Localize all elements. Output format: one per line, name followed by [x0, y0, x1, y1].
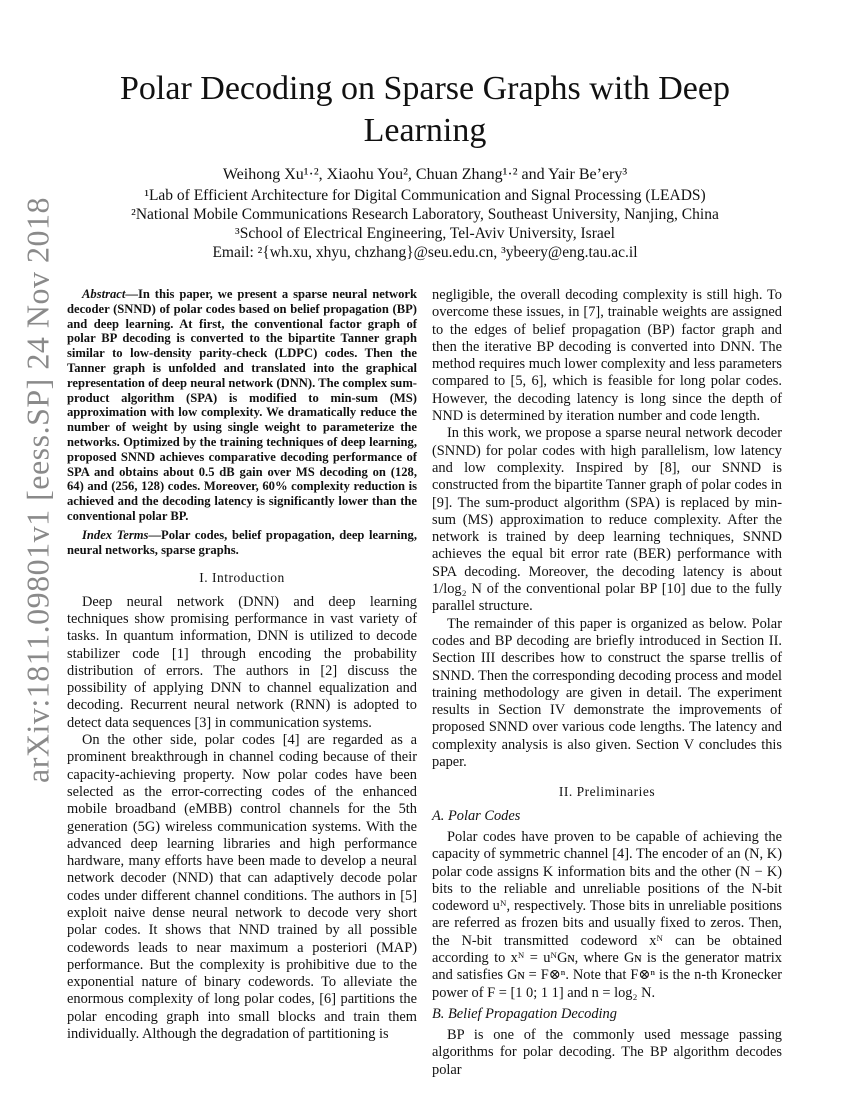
- paragraph-intro-2-continued: negligible, the overall decoding complexity is still high. To overcome these issues, in [7], trainable weights are assigned to the edges of belief propagation (BP) factor graph and then the iterative BP decoding is converted into DNN. The method requires much lower complexity and less parameters compared to [5, 6], which is feasible for long polar codes. However, the decoding latency is long since the depth of NND is determined by iteration number and code length.: [432, 287, 782, 425]
- affiliation-3: ³School of Electrical Engineering, Tel-Aviv University, Israel: [235, 225, 615, 242]
- author-email: Email: ²{wh.xu, xhyu, chzhang}@seu.edu.cn, ³ybeery@eng.tau.ac.il: [212, 244, 638, 261]
- arxiv-id: arXiv:1811.09801v1 [eess.SP] 24 Nov 2018: [19, 197, 56, 783]
- paper-title: Polar Decoding on Sparse Graphs with Deep Learning: [120, 70, 730, 149]
- abstract-label: Abstract: [82, 287, 126, 301]
- section-heading-introduction: I. Introduction: [199, 570, 285, 586]
- paragraph-intro-3: In this work, we propose a sparse neural network decoder (SNND) for polar codes with high parallelism, low latency and low complexity. Inspired by [8], our SNND is constructed from the bipartite Tanner graph of polar codes in [9]. The sum-product algorithm (SPA) is replaced by min-sum (MS) approximation to reduce complexity. After the network is trained by deep learning techniques, SNND achieves the equal bit error rate (BER) performance with SPA decoding. Moreover, the decoding latency is about 1/log₂ N of the conventional polar BP [10] due to the fully parallel structure.: [432, 425, 782, 615]
- paragraph-polar-codes: Polar codes have proven to be capable of achieving the capacity of symmetric channel [4]. The encoder of an (N, K) polar code assigns K information bits and the other (N − K) bits to the reliable and unreliable positions of the N-bit codeword uᴺ, respectively. Those bits in unreliable positions are referred as frozen bits and usually fixed to zeros. Then, the N-bit transmitted codeword xᴺ can be obtained according to xᴺ = uᴺGɴ, where Gɴ is the generator matrix and satisfies Gɴ = F⊗ⁿ. Note that F⊗ⁿ is the n-th Kronecker power of F = [1 0; 1 1] and n = log₂ N.: [432, 828, 782, 1001]
- paragraph-bp-decoding: BP is one of the commonly used message passing algorithms for polar decoding. The BP algorithm decodes polar: [432, 1027, 782, 1078]
- author-names: Weihong Xu¹·², Xiaohu You², Chuan Zhang¹·² and Yair Be’ery³: [222, 166, 628, 183]
- subsection-heading-polar-codes: A. Polar Codes: [432, 807, 521, 824]
- index-terms-text: —Polar codes, belief propagation, deep learning, neural networks, sparse graphs.: [67, 527, 417, 557]
- section-heading-preliminaries: II. Preliminaries: [558, 784, 656, 800]
- abstract-text: —In this paper, we present a sparse neural network decoder (SNND) of polar codes based on belief propagation (BP) and deep learning. At first, the conventional factor graph of polar BP decoding is converted to the bipartite Tanner graph similar to low-density parity-check (LDPC) codes. Then the Tanner graph is unfolded and translated into the graphical representation of deep neural network (DNN). The complex sum-product algorithm (SPA) is modified to min-sum (MS) approximation with low complexity. We dramatically reduce the number of weight by using single weight to parameterize the networks. Optimized by the training techniques of deep learning, proposed SNND achieves comparative decoding performance of SPA and obtains about 0.5 dB gain over MS decoding on (128, 64) and (256, 128) codes. Moreover, 60% complexity reduction is achieved and the decoding latency is significantly lower than the conventional polar BP.: [67, 287, 417, 523]
- author-block: [90, 166, 760, 263]
- arxiv-stamp: [14, 197, 62, 783]
- right-column: [432, 287, 782, 1079]
- affiliation-1: ¹Lab of Efficient Architecture for Digital Communication and Signal Processing (LEADS): [144, 187, 706, 204]
- subsection-heading-bp-decoding: B. Belief Propagation Decoding: [432, 1005, 617, 1022]
- index-terms-label: Index Terms: [82, 527, 149, 542]
- paragraph-intro-4: The remainder of this paper is organized as below. Polar codes and BP decoding are briefly introduced in Section II. Section III describes how to construct the sparse trellis of SNND. Then the corresponding decoding process and model training methodology are given in detail. The experiment results in Section IV demonstrate the improvements of proposed SNND over various code lengths. The latency and complexity analysis is also given. Section V concludes this paper.: [432, 615, 782, 771]
- index-terms: [67, 528, 417, 558]
- abstract: [67, 287, 417, 524]
- affiliation-2: ²National Mobile Communications Research Laboratory, Southeast University, Nanjing, China: [131, 206, 719, 223]
- paragraph-intro-1: Deep neural network (DNN) and deep learning techniques show promising performance in vast variety of tasks. In quantum information, DNN is utilized to decode stabilizer code [1] through encoding the probability distribution of errors. The authors in [2] discuss the possibility of applying DNN to channel equalization and decoding. Recurrent neural network (RNN) is adopted to detect data sequences [3] in communication systems.: [67, 593, 417, 731]
- left-column: [67, 287, 417, 1043]
- paragraph-intro-2: On the other side, polar codes [4] are regarded as a prominent breakthrough in channel coding because of their capacity-achieving property. Now polar codes have been selected as the error-correcting codes of the enhanced mobile broadband (eMBB) control channels for the 5th generation (5G) wireless communication systems. With the advanced deep learning libraries and high performance hardware, many efforts have been made to develop a neural network decoder (NND) that can adaptively decode polar codes under different channel conditions. The authors in [5] exploit naive dense neural network to decode very short polar codes. It shows that NND trained by all possible codewords leads to near maximum a posteriori (MAP) performance. But the complexity is prohibitive due to the exponential nature of binary codewords. To alleviate the enormous complexity of long polar codes, [6] partitions the polar encoding graph into small blocks and train them individually. Although the degradation of partitioning is: [67, 732, 417, 1043]
